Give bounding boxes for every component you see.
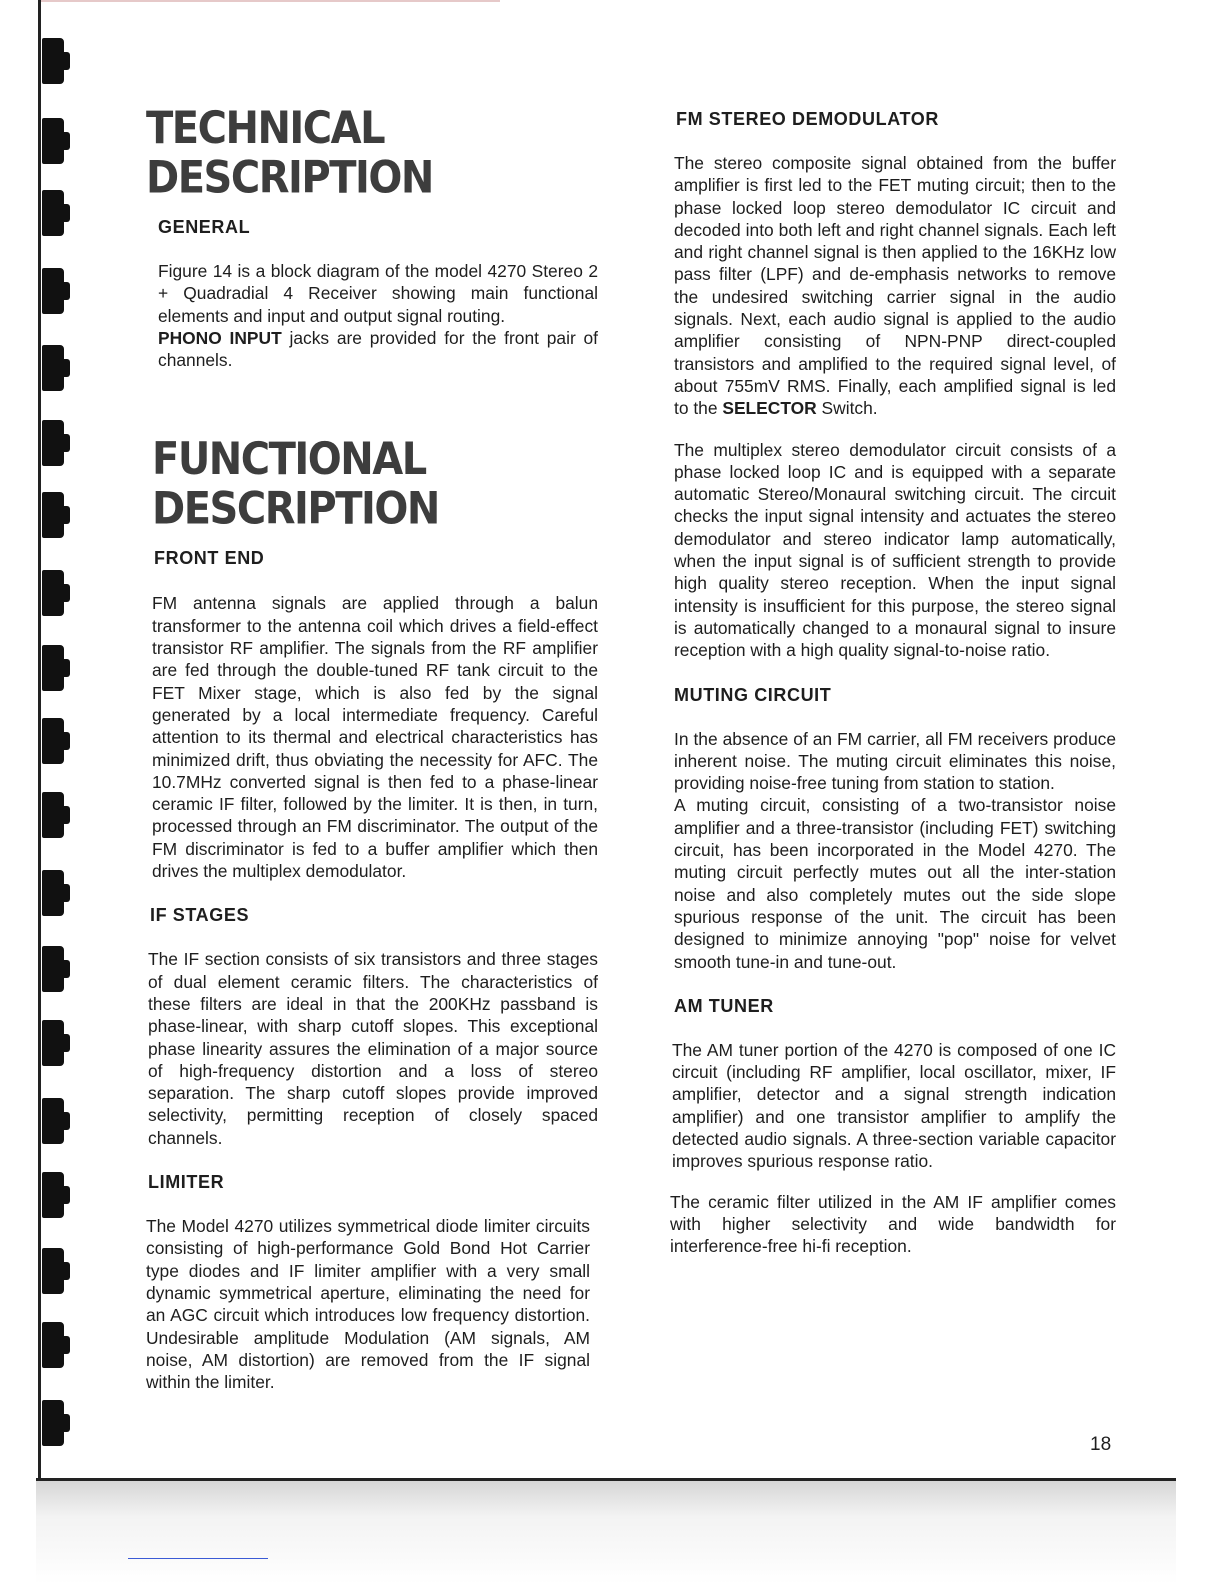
binding-ring — [42, 38, 64, 84]
fm-stereo-paragraph-1-text: The stereo composite signal obtained from the buffer amplifier is first led to the FET muting circuit; then to the phase locked loop stereo demodulator IC circuit and decoded into both left and right channel signals. Each left and right channel signal is then applied to the 16KHz low pass filter (LPF) and de-emphasis networks to remove the undesired switching carrier signal in the audio signals. Next, each audio signal is applied to the audio amplifier consisting of NPN-PNP direct-coupled transistors and amplified to the required signal level, of about 755mV RMS. Finally, each amplified signal is led to the — [674, 153, 1116, 419]
functional-description-title: FUNCTIONAL DESCRIPTION — [152, 434, 439, 536]
right-column — [670, 108, 1116, 1257]
binding-ring — [42, 645, 64, 691]
binding-ring — [42, 1248, 64, 1294]
binding-spine — [38, 0, 41, 1584]
page-number: 18 — [1090, 1434, 1112, 1455]
general-paragraph-2-rest: jacks are provided for the front pair of channels. — [158, 327, 598, 371]
fm-stereo-demodulator-heading: FM STEREO DEMODULATOR — [676, 109, 939, 129]
top-edge-line — [40, 0, 500, 2]
am-tuner-paragraph-1: The AM tuner portion of the 4270 is composed of one IC circuit (including RF amplifier, local oscillator, mixer, IF amplifier, detector and a signal strength indication amplifier) and one transistor amplifier to amplify the detected audio signals. A three-section variable capacitor improves spurious response ratio. — [672, 1039, 1116, 1172]
technical-description-title: TECHNICAL DESCRIPTION — [146, 102, 433, 204]
binding-ring — [42, 190, 64, 236]
binding-ring — [42, 345, 64, 391]
binding-ring — [42, 1172, 64, 1218]
binding-ring — [42, 1322, 64, 1368]
am-tuner-heading: AM TUNER — [674, 995, 774, 1016]
binding-ring — [42, 870, 64, 916]
binding-ring — [42, 946, 64, 992]
phono-input-label: PHONO INPUT — [158, 327, 282, 348]
fm-stereo-paragraph-1 — [674, 152, 1116, 420]
binding-ring — [42, 118, 64, 164]
spiral-binding — [30, 0, 78, 1584]
binding-ring — [42, 268, 64, 314]
binding-ring — [42, 1020, 64, 1066]
page-bottom-shadow — [36, 1481, 1176, 1584]
fm-stereo-paragraph-1-end: Switch. — [816, 398, 878, 419]
selector-label: SELECTOR — [722, 398, 817, 419]
muting-circuit-heading: MUTING CIRCUIT — [674, 684, 832, 705]
scan-blue-line — [128, 1558, 268, 1559]
am-tuner-paragraph-2: The ceramic filter utilized in the AM IF amplifier comes with higher selectivity and wide bandwidth for interference-free hi-fi reception. — [670, 1191, 1116, 1257]
front-end-paragraph: FM antenna signals are applied through a balun transformer to the antenna coil which drives a field-effect transistor RF amplifier. The signals from the RF amplifier are fed through the double-tuned RF tank circuit to the FET Mixer stage, which is also fed by the signal generated by a local intermediate frequency. Careful attention to its thermal and electrical characteristics has minimized drift, thus obviating the necessity for AFC. The 10.7MHz converted signal is then fed to a phase-linear ceramic IF filter, followed by the limiter. It is then, in turn, processed through an FM discriminator. The output of the FM discriminator is fed to a buffer amplifier which then drives the multiplex demodulator. — [152, 593, 598, 882]
left-column — [146, 98, 598, 1393]
if-stages-heading: IF STAGES — [150, 905, 250, 926]
limiter-paragraph: The Model 4270 utilizes symmetrical diode limiter circuits consisting of high-performance Gold Bond Hot Carrier type diodes and IF limiter amplifier with a very small dynamic symmetrical aperture, eliminating the need for an AGC circuit which introduces low frequency distortion. Undesirable amplitude Modulation (AM signals, AM noise, AM distortion) are removed from the IF signal within the limiter. — [146, 1216, 590, 1393]
fm-stereo-paragraph-2: The multiplex stereo demodulator circuit consists of a phase locked loop IC and is equipped with a separate automatic Stereo/Monaural switching circuit. The circuit checks the input signal intensity and actuates the stereo demodulator and stereo indicator lamp automatically, when the input signal is of sufficient strength to provide high quality stereo reception. When the input signal intensity is insufficient for this purpose, the stereo signal is automatically changed to a monaural signal to insure reception with a high quality signal-to-noise ratio. — [674, 439, 1116, 661]
binding-ring — [42, 792, 64, 838]
binding-ring — [42, 492, 64, 538]
binding-ring — [42, 1400, 64, 1446]
binding-ring — [42, 718, 64, 764]
limiter-heading: LIMITER — [148, 1172, 225, 1193]
general-paragraph-2 — [158, 327, 598, 372]
muting-paragraph-2: A muting circuit, consisting of a two-transistor noise amplifier and a three-transistor (including FET) switching circuit, has been incorporated in the Model 4270. The muting circuit perfectly mutes out all the inter-station noise and also completely mutes out the side slope spurious response of the unit. The circuit has been designed to minimize annoying "pop" noise for velvet smooth tune-in and tune-out. — [674, 795, 1116, 972]
binding-ring — [42, 1098, 64, 1144]
if-stages-paragraph: The IF section consists of six transistors and three stages of dual element ceramic filters. The characteristics of these filters are ideal in that the 200KHz passband is phase-linear, with sharp cutoff slopes. This exceptional phase linearity assures the elimination of a major source of high-frequency distortion and a loss of stereo separation. The sharp cutoff slopes provide improved selectivity, permitting reception of closely spaced channels. — [148, 949, 598, 1148]
general-paragraph-1: Figure 14 is a block diagram of the model 4270 Stereo 2 + Quadradial 4 Receiver showing main functional elements and input and output signal routing. — [158, 261, 598, 326]
front-end-heading: FRONT END — [154, 548, 265, 569]
muting-paragraph-1: In the absence of an FM carrier, all FM receivers produce inherent noise. The muting circuit eliminates this noise, providing noise-free tuning from station to station. — [674, 728, 1116, 794]
binding-ring — [42, 570, 64, 616]
general-heading: GENERAL — [158, 217, 251, 237]
binding-ring — [42, 420, 64, 466]
